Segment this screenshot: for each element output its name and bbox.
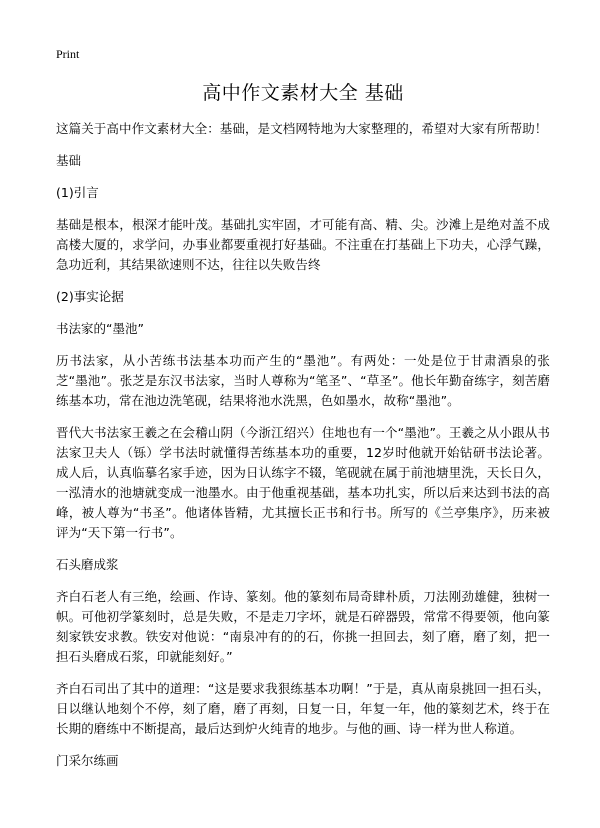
- story-paragraph: 历书法家，从小苦练书法基本功而产生的“墨池”。有两处：一处是位于甘肃酒泉的张芝“墨池”。张芝是东汉书法家，当时人尊称为“笔圣”、“草圣”。他长年勤奋练字，刻苦磨练基本功，常在池边洗笔砚，结果将池水洗黑，色如墨水，故称“墨池”。: [56, 353, 550, 408]
- story-paragraph: 齐白石司出了其中的道理：“这是要求我狠练基本功啊！”于是，真从南泉挑回一担石头，日以继认地刻个不停，刻了磨，磨了再刻，日复一日，年复一年，他的篆刻艺术，终于在长期的磨练中不断提高，最后达到炉火纯青的地步。与他的画、诗一样为世人称道。: [56, 681, 550, 736]
- story-heading-menzel: 门采尔练画: [56, 753, 119, 768]
- page-title: 高中作文素材大全 基础: [202, 82, 404, 104]
- introduction-paragraph: 基础是根本，根深才能叶茂。基础扎实牢固，才可能有高、精、尖。沙滩上是绝对盖不成高楼大厦的，求学问，办事业都要重视打好基础。不注重在打基础上下功夫，心浮气躁，急功近利，其结果欲速则不达，往往以失败告终: [56, 217, 550, 272]
- subsection-heading-introduction: (1)引言: [56, 185, 99, 200]
- story-heading-ink-pond: 书法家的“墨池”: [56, 321, 144, 336]
- story-heading-stone-slurry: 石头磨成浆: [56, 557, 119, 572]
- print-label: Print: [56, 47, 80, 61]
- section-heading: 基础: [56, 153, 82, 168]
- subsection-heading-evidence: (2)事实论据: [56, 289, 124, 304]
- story-paragraph: 晋代大书法家王羲之在会稽山阴（今浙江绍兴）住地也有一个“墨池”。王羲之从小跟从书法家卫夫人（铄）学书法时就懂得苦练基本功的重要，12岁时他就开始钻研书法论著。成人后，认真临摹名家手迹，因为日认练字不辍，笔砚就在属于前池塘里洗，天长日久，一泓清水的池塘就变成一池墨水。由于他重视基础，基本功扎实，所以后来达到书法的高峰，被人尊为“书圣”。他诸体皆精，尤其擅长正书和行书。所写的《兰亭集序》，历来被评为“天下第一行书”。: [56, 425, 550, 540]
- story-paragraph: 齐白石老人有三绝，绘画、作诗、篆刻。他的篆刻布局奇肆朴质，刀法刚劲雄健，独树一帜。可他初学篆刻时，总是失败，不是走刀字坏，就是石碎器毁，常常不得要领，他向篆刻家铁安求教。铁安对他说：“南泉冲有的的石，你挑一担回去，刻了磨，磨了刻，把一担石头磨成石浆，印就能刻好。”: [56, 589, 550, 664]
- document-body: [56, 80, 550, 783]
- intro-paragraph: 这篇关于高中作文素材大全：基础，是文档网特地为大家整理的，希望对大家有所帮助！: [56, 121, 548, 136]
